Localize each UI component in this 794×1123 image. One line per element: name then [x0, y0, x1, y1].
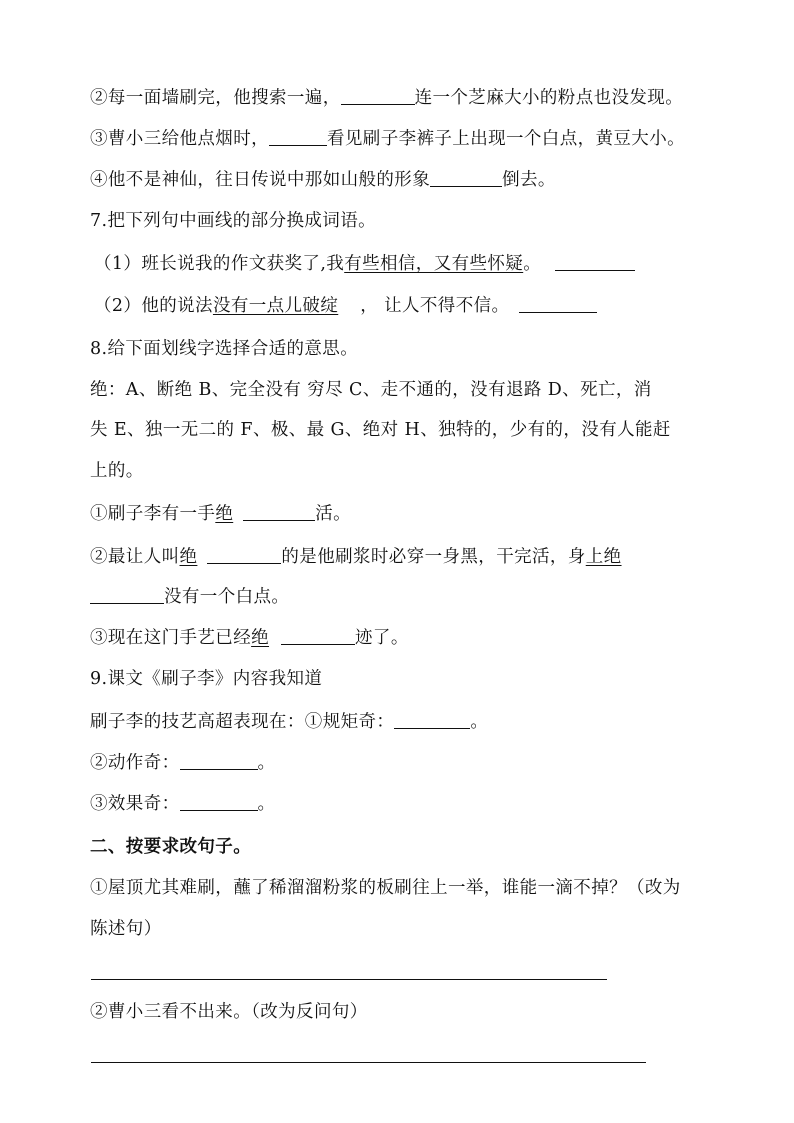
- answer-blank[interactable]: [519, 294, 597, 313]
- q9-title: 9.课文《刷子李》内容我知道: [90, 669, 323, 689]
- section-2-item-1: ①屋顶尤其难刷，蘸了稀溜溜粉浆的板刷往上一举，谁能一滴不掉？（改为: [90, 878, 681, 898]
- answer-blank[interactable]: [430, 168, 502, 187]
- q8-definitions-line-3: 上的。: [90, 461, 144, 481]
- q6-item-4: ④他不是神仙，往日传说中那如山般的形象 倒去。: [90, 170, 556, 190]
- q9-line-3: ③效果奇： 。: [90, 794, 276, 814]
- q7-sentence-2: （2）他的说法没有一点儿破绽 ， 让人不得不信。: [94, 294, 597, 318]
- underlined-phrase: 有些相信，又有些怀疑: [344, 254, 524, 274]
- answer-blank[interactable]: [555, 252, 635, 271]
- underlined-char: 绝: [251, 628, 270, 648]
- q8-item-1: ①刷子李有一手绝 活。: [90, 504, 352, 524]
- q7-title: 7.把下列句中画线的部分换成词语。: [90, 211, 376, 231]
- answer-blank[interactable]: [394, 710, 470, 729]
- answer-line[interactable]: [91, 979, 607, 980]
- answer-blank[interactable]: [90, 585, 164, 604]
- underlined-char: 绝: [179, 547, 198, 567]
- q8-title: 8.给下面划线字选择合适的意思。: [90, 339, 359, 359]
- q8-item-2-cont: 没有一个白点。: [90, 585, 289, 609]
- answer-blank[interactable]: [281, 626, 355, 645]
- q8-definitions-line-2: 失 E、独一无二的 F、极、最 G、绝对 H、独特的，少有的，没有人能赶: [90, 420, 671, 440]
- q9-line-1: 刷子李的技艺高超表现在：①规矩奇： 。: [90, 712, 489, 732]
- answer-blank[interactable]: [243, 502, 315, 521]
- underlined-char: 绝: [215, 504, 234, 524]
- section-2-title: 二、按要求改句子。: [90, 837, 252, 857]
- q8-item-2: ②最让人叫绝 的是他刷浆时必穿一身黑，干完活，身上绝: [90, 547, 622, 567]
- q8-definitions-line-1: 绝：A、断绝 B、完全没有 穷尽 C、走不通的，没有退路 D、死亡，消: [90, 380, 652, 400]
- underlined-phrase: 没有一点儿破绽: [212, 296, 339, 316]
- section-2-item-2: ②曹小三看不出来。（改为反问句）: [90, 1002, 368, 1022]
- q6-item-3: ③曹小三给他点烟时， 看见刷子李裤子上出现一个白点，黄豆大小。: [90, 129, 685, 149]
- underlined-char: 上绝: [585, 547, 622, 567]
- q7-sentence-1: （1）班长说我的作文获奖了,我有些相信，又有些怀疑。: [94, 252, 635, 276]
- section-2-item-1-cont: 陈述句）: [90, 919, 162, 939]
- q8-item-3: ③现在这门手艺已经绝 迹了。: [90, 628, 409, 648]
- answer-blank[interactable]: [180, 751, 258, 770]
- answer-blank[interactable]: [269, 127, 327, 146]
- answer-line[interactable]: [91, 1062, 646, 1063]
- q6-item-2: ②每一面墙刷完，他搜索一遍， 连一个芝麻大小的粉点也没发现。: [90, 88, 684, 108]
- q9-line-2: ②动作奇： 。: [90, 753, 276, 773]
- answer-blank[interactable]: [341, 86, 415, 105]
- answer-blank[interactable]: [180, 792, 258, 811]
- answer-blank[interactable]: [207, 545, 281, 564]
